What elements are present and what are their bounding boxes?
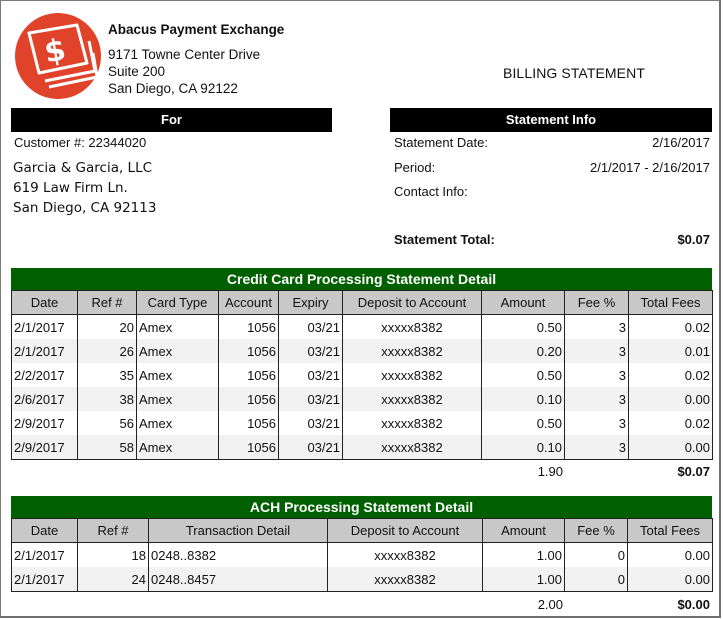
cell-ref: 58 bbox=[78, 435, 137, 460]
cell-deposit-account: xxxxx8382 bbox=[343, 339, 482, 363]
column-header-total-fees: Total Fees bbox=[628, 519, 713, 543]
customer-name: Garcia & Garcia, LLC bbox=[13, 160, 153, 176]
ach-total-amount: 2.00 bbox=[537, 597, 563, 612]
cell-date: 2/1/2017 bbox=[12, 543, 78, 568]
cell-total-fees: 0.02 bbox=[629, 363, 713, 387]
cell-card-type: Amex bbox=[137, 435, 219, 460]
cell-deposit-account: xxxxx8382 bbox=[343, 315, 482, 340]
cell-amount: 0.50 bbox=[482, 363, 565, 387]
cell-transaction-detail: 0248..8382 bbox=[149, 543, 328, 568]
cell-deposit-account: xxxxx8382 bbox=[343, 411, 482, 435]
cell-card-type: Amex bbox=[137, 339, 219, 363]
cell-expiry: 03/21 bbox=[279, 339, 343, 363]
cell-card-type: Amex bbox=[137, 363, 219, 387]
cell-amount: 0.50 bbox=[482, 315, 565, 340]
statement-total-value: $0.07 bbox=[677, 232, 710, 247]
cell-deposit-account: xxxxx8382 bbox=[328, 567, 483, 592]
cell-ref: 35 bbox=[78, 363, 137, 387]
cell-fee-percent: 3 bbox=[565, 411, 629, 435]
document-title: BILLING STATEMENT bbox=[503, 65, 645, 81]
statement-total-label: Statement Total: bbox=[394, 232, 495, 247]
cell-date: 2/9/2017 bbox=[12, 411, 78, 435]
cell-total-fees: 0.00 bbox=[629, 435, 713, 460]
ach-table bbox=[11, 518, 713, 592]
cell-account: 1056 bbox=[219, 435, 279, 460]
for-header: For bbox=[11, 108, 332, 132]
cell-ref: 26 bbox=[78, 339, 137, 363]
cell-total-fees: 0.02 bbox=[629, 315, 713, 340]
column-header-deposit-account: Deposit to Account bbox=[328, 519, 483, 543]
cell-date: 2/1/2017 bbox=[12, 315, 78, 340]
company-address-line3: San Diego, CA 92122 bbox=[108, 81, 238, 96]
cell-deposit-account: xxxxx8382 bbox=[343, 387, 482, 411]
company-address-line1: 9171 Towne Center Drive bbox=[108, 47, 261, 62]
cell-card-type: Amex bbox=[137, 315, 219, 340]
credit-card-section-title: Credit Card Processing Statement Detail bbox=[11, 268, 712, 290]
contact-info-label: Contact Info: bbox=[394, 184, 468, 199]
cell-fee-percent: 3 bbox=[565, 315, 629, 340]
cell-expiry: 03/21 bbox=[279, 435, 343, 460]
cell-account: 1056 bbox=[219, 339, 279, 363]
cell-ref: 20 bbox=[78, 315, 137, 340]
contact-info-row bbox=[394, 184, 710, 199]
customer-number: Customer #: 22344020 bbox=[14, 135, 147, 150]
customer-address-line2: San Diego, CA 92113 bbox=[13, 200, 157, 216]
period-value: 2/1/2017 - 2/16/2017 bbox=[590, 160, 710, 175]
cell-date: 2/6/2017 bbox=[12, 387, 78, 411]
cell-ref: 24 bbox=[78, 567, 149, 592]
ach-total-fees: $0.00 bbox=[677, 597, 710, 612]
table-row bbox=[12, 363, 713, 387]
cell-date: 2/1/2017 bbox=[12, 567, 78, 592]
ach-header-row bbox=[12, 519, 713, 543]
company-name: Abacus Payment Exchange bbox=[108, 22, 285, 37]
cell-account: 1056 bbox=[219, 387, 279, 411]
svg-text:$: $ bbox=[41, 32, 69, 71]
statement-info-header: Statement Info bbox=[390, 108, 712, 132]
table-row bbox=[12, 567, 713, 592]
dollar-bills-icon bbox=[15, 13, 101, 99]
cell-date: 2/1/2017 bbox=[12, 339, 78, 363]
cell-amount: 0.50 bbox=[482, 411, 565, 435]
cell-expiry: 03/21 bbox=[279, 387, 343, 411]
cell-fee-percent: 3 bbox=[565, 387, 629, 411]
column-header-expiry: Expiry bbox=[279, 291, 343, 315]
statement-date-label: Statement Date: bbox=[394, 135, 488, 150]
column-header-date: Date bbox=[12, 519, 78, 543]
credit-card-header-row bbox=[12, 291, 713, 315]
credit-card-total-fees: $0.07 bbox=[677, 464, 710, 479]
company-address-line2: Suite 200 bbox=[108, 64, 166, 79]
cell-date: 2/9/2017 bbox=[12, 435, 78, 460]
column-header-amount: Amount bbox=[482, 291, 565, 315]
cell-amount: 1.00 bbox=[483, 543, 565, 568]
cell-date: 2/2/2017 bbox=[12, 363, 78, 387]
company-info bbox=[108, 21, 284, 97]
column-header-amount: Amount bbox=[483, 519, 565, 543]
column-header-fee-percent: Fee % bbox=[565, 519, 628, 543]
cell-ref: 18 bbox=[78, 543, 149, 568]
table-row bbox=[12, 543, 713, 568]
statement-total-row bbox=[394, 232, 710, 247]
column-header-card-type: Card Type bbox=[137, 291, 219, 315]
table-row bbox=[12, 339, 713, 363]
cell-card-type: Amex bbox=[137, 411, 219, 435]
credit-card-table bbox=[11, 290, 713, 460]
cell-deposit-account: xxxxx8382 bbox=[328, 543, 483, 568]
period-label: Period: bbox=[394, 160, 436, 175]
table-row bbox=[12, 315, 713, 340]
cell-ref: 56 bbox=[78, 411, 137, 435]
period-row bbox=[394, 160, 710, 175]
cell-amount: 0.10 bbox=[482, 387, 565, 411]
cell-total-fees: 0.00 bbox=[629, 387, 713, 411]
cell-expiry: 03/21 bbox=[279, 411, 343, 435]
column-header-transaction-detail: Transaction Detail bbox=[149, 519, 328, 543]
cell-total-fees: 0.00 bbox=[628, 543, 713, 568]
statement-date-row bbox=[394, 135, 710, 150]
cell-account: 1056 bbox=[219, 411, 279, 435]
cell-ref: 38 bbox=[78, 387, 137, 411]
cell-fee-percent: 3 bbox=[565, 363, 629, 387]
column-header-date: Date bbox=[12, 291, 78, 315]
cell-transaction-detail: 0248..8457 bbox=[149, 567, 328, 592]
column-header-total-fees: Total Fees bbox=[629, 291, 713, 315]
cell-fee-percent: 0 bbox=[565, 543, 628, 568]
cell-amount: 0.10 bbox=[482, 435, 565, 460]
column-header-deposit-account: Deposit to Account bbox=[343, 291, 482, 315]
cell-total-fees: 0.02 bbox=[629, 411, 713, 435]
cell-account: 1056 bbox=[219, 363, 279, 387]
statement-date-value: 2/16/2017 bbox=[652, 135, 710, 150]
column-header-fee-percent: Fee % bbox=[565, 291, 629, 315]
cell-amount: 1.00 bbox=[483, 567, 565, 592]
cell-total-fees: 0.01 bbox=[629, 339, 713, 363]
customer-address-line1: 619 Law Firm Ln. bbox=[13, 180, 128, 196]
column-header-account: Account bbox=[219, 291, 279, 315]
cell-deposit-account: xxxxx8382 bbox=[343, 435, 482, 460]
table-row bbox=[12, 435, 713, 460]
cell-total-fees: 0.00 bbox=[628, 567, 713, 592]
cell-card-type: Amex bbox=[137, 387, 219, 411]
cell-fee-percent: 3 bbox=[565, 435, 629, 460]
ach-section-title: ACH Processing Statement Detail bbox=[11, 496, 712, 518]
cell-account: 1056 bbox=[219, 315, 279, 340]
table-row bbox=[12, 387, 713, 411]
cell-deposit-account: xxxxx8382 bbox=[343, 363, 482, 387]
column-header-ref: Ref # bbox=[78, 519, 149, 543]
credit-card-total-amount: 1.90 bbox=[537, 464, 563, 479]
table-row bbox=[12, 411, 713, 435]
cell-fee-percent: 3 bbox=[565, 339, 629, 363]
cell-expiry: 03/21 bbox=[279, 315, 343, 340]
cell-fee-percent: 0 bbox=[565, 567, 628, 592]
cell-expiry: 03/21 bbox=[279, 363, 343, 387]
bill-to-address bbox=[13, 158, 156, 218]
column-header-ref: Ref # bbox=[78, 291, 137, 315]
cell-amount: 0.20 bbox=[482, 339, 565, 363]
